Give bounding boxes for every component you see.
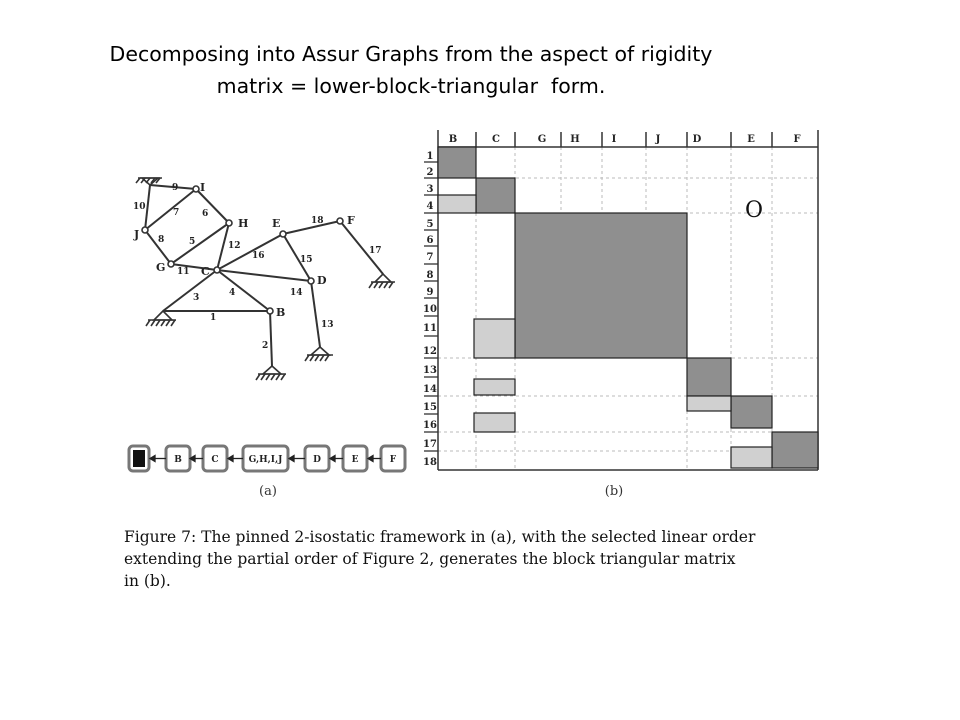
bar-13 — [311, 281, 320, 347]
caption-line-1: Figure 7: The pinned 2-isostatic framework in (a), with the selected linear order — [124, 528, 756, 546]
bar-label-12: 12 — [228, 241, 241, 251]
caption-line-3: in (b). — [124, 572, 171, 590]
rigidity-matrix — [423, 130, 818, 499]
col-header-b: B — [448, 134, 458, 145]
diag-block-c — [476, 178, 515, 213]
panel-label-b: (b) — [604, 484, 624, 499]
col-header-d: D — [692, 134, 702, 145]
joint-f — [337, 218, 343, 224]
bar-label-5: 5 — [189, 237, 196, 247]
row-header-1: 1 — [426, 151, 434, 162]
bar-label-3: 3 — [193, 293, 200, 303]
row-header-12: 12 — [423, 346, 437, 357]
col-header-f: F — [793, 134, 801, 145]
col-header-j: J — [655, 134, 661, 145]
bar-label-16: 16 — [252, 251, 265, 261]
chain-label-f: F — [389, 455, 397, 465]
bar-label-1: 1 — [210, 313, 217, 323]
offdiag-block-4-b — [438, 195, 476, 213]
diag-block-f — [772, 432, 818, 468]
bar-label-10: 10 — [133, 202, 146, 212]
row-header-2: 2 — [426, 167, 434, 178]
joint-g — [168, 261, 174, 267]
bar-label-15: 15 — [300, 255, 313, 265]
joint-label-h: H — [238, 217, 249, 230]
col-header-e: E — [747, 134, 755, 145]
bar-label-14: 14 — [290, 288, 303, 298]
joint-h — [226, 220, 232, 226]
bar-6 — [196, 189, 229, 223]
col-header-c: C — [492, 134, 500, 145]
slide-title-line-2: matrix = lower-block-triangular form. — [216, 74, 606, 98]
offdiag-block-18-e — [731, 447, 772, 468]
panel-label-a: (a) — [259, 484, 277, 499]
joint-c — [214, 267, 220, 273]
bar-14-link — [217, 270, 311, 281]
bar-label-4: 4 — [229, 288, 236, 298]
bar-label-2: 2 — [262, 341, 269, 351]
zero-block-label: O — [744, 198, 764, 223]
row-header-8: 8 — [426, 270, 434, 281]
row-header-11: 11 — [423, 323, 437, 334]
joint-j — [142, 227, 148, 233]
offdiag-block-15-d — [687, 396, 731, 411]
row-header-9: 9 — [426, 287, 434, 298]
chain-label-e: E — [351, 455, 359, 465]
bar-label-9: 9 — [172, 183, 179, 193]
row-header-16: 16 — [423, 420, 437, 431]
row-header-15: 15 — [423, 402, 437, 413]
chain-label-c: C — [211, 455, 219, 465]
row-header-13: 13 — [423, 365, 437, 376]
row-header-18: 18 — [423, 457, 437, 468]
pin-top-left — [136, 178, 162, 185]
bar-label-7: 7 — [173, 208, 180, 218]
row-header-14: 14 — [423, 384, 437, 395]
caption-line-2: extending the partial order of Figure 2, generates the block triangular matrix — [124, 550, 736, 568]
joint-labels — [133, 181, 355, 319]
bar-label-8: 8 — [158, 235, 165, 245]
pin-left-bottom — [146, 311, 176, 326]
offdiag-block-11-12-c — [474, 319, 515, 358]
row-header-17: 17 — [423, 439, 437, 450]
row-header-7: 7 — [426, 252, 434, 263]
pin-right-low — [305, 347, 333, 361]
bar-16 — [217, 234, 283, 270]
figure-caption — [124, 526, 844, 592]
col-header-i: I — [611, 134, 617, 145]
col-header-h: H — [570, 134, 580, 145]
row-header-10: 10 — [423, 304, 437, 315]
joint-b — [267, 308, 273, 314]
joint-label-c: C — [201, 265, 210, 278]
joint-label-b: B — [276, 306, 286, 319]
joint-label-i: I — [200, 181, 206, 194]
diag-block-ghij — [515, 213, 687, 358]
col-header-g: G — [537, 134, 547, 145]
diag-block-b — [438, 147, 476, 178]
row-header-4: 4 — [426, 201, 434, 212]
bar-label-17: 17 — [369, 246, 382, 256]
diag-block-d — [687, 358, 731, 396]
pin-bottom — [256, 366, 286, 380]
slide-title-line-1: Decomposing into Assur Graphs from the aspect of rigidity — [109, 42, 713, 66]
pin-right — [369, 274, 395, 288]
offdiag-block-14-c — [474, 379, 515, 395]
joint-i — [193, 186, 199, 192]
row-header-5: 5 — [426, 219, 434, 230]
joint-label-d: D — [317, 274, 327, 287]
joint-label-g: G — [156, 261, 166, 274]
joint-label-j: J — [134, 228, 140, 241]
bar-label-6: 6 — [202, 209, 209, 219]
bar-label-18: 18 — [311, 216, 324, 226]
bar-7 — [145, 189, 196, 230]
row-header-6: 6 — [426, 235, 434, 246]
joint-d — [308, 278, 314, 284]
assur-chain — [129, 446, 405, 499]
diag-block-e — [731, 396, 772, 428]
joint-label-f: F — [347, 214, 355, 227]
bar-label-11: 11 — [177, 267, 190, 277]
row-header-3: 3 — [426, 184, 434, 195]
chain-node-ground-fill — [133, 450, 145, 467]
joint-label-e: E — [272, 217, 281, 230]
offdiag-block-16-c — [474, 413, 515, 432]
chain-label-d: D — [313, 455, 321, 465]
chain-label-ghij: G,H,I,J — [248, 455, 283, 465]
bar-2 — [270, 311, 272, 366]
bar-10 — [145, 185, 150, 230]
bar-label-13: 13 — [321, 320, 334, 330]
chain-label-b: B — [174, 455, 182, 465]
joint-e — [280, 231, 286, 237]
